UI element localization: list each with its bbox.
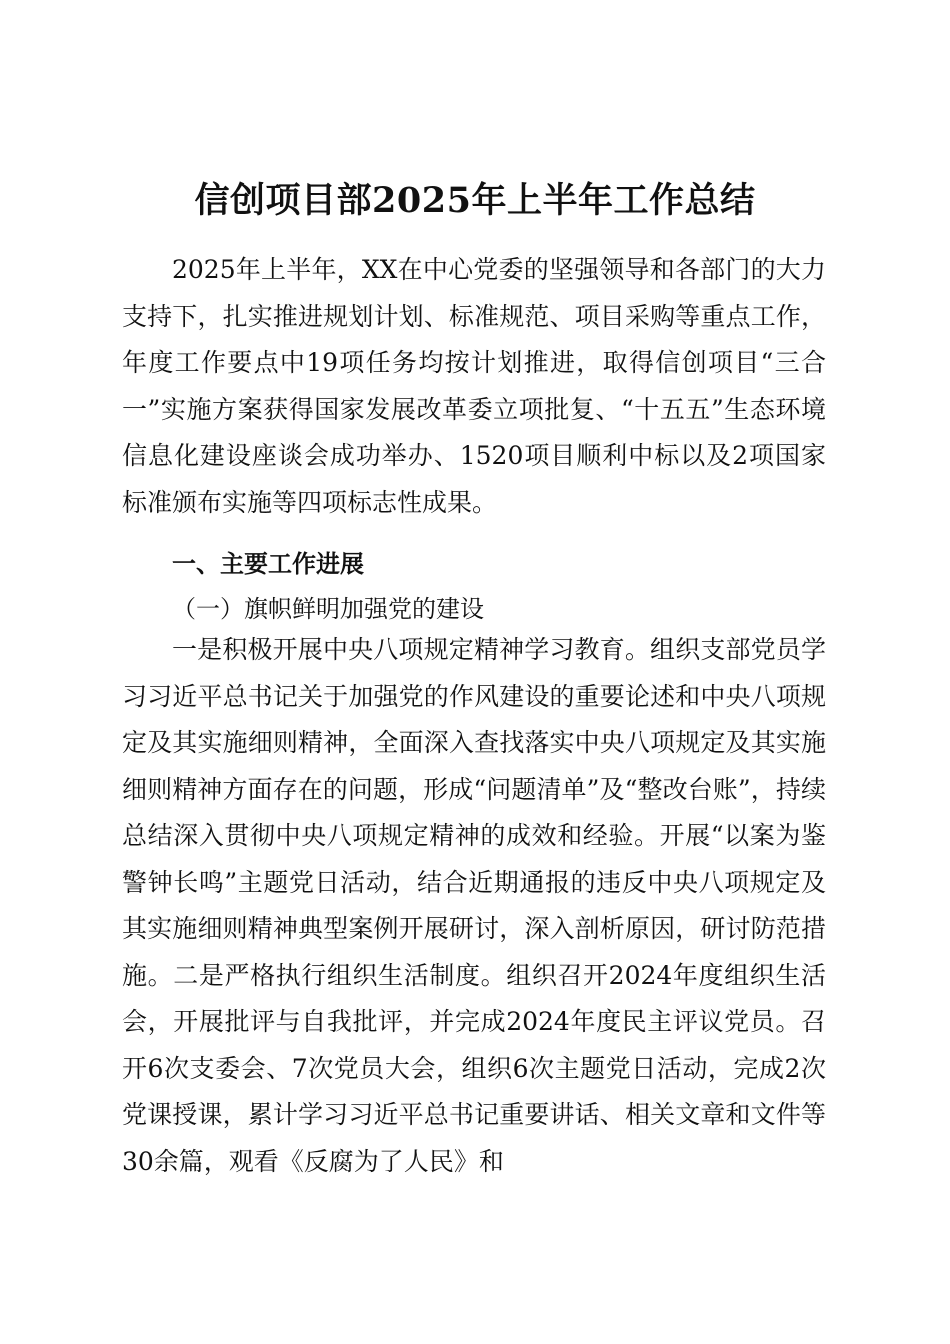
section-heading: 一、主要工作进展 [172, 550, 364, 578]
document-title: 信创项目部2025年上半年工作总结 [194, 180, 756, 221]
section-block [122, 627, 826, 1185]
subsection-heading: （一）旗帜鲜明加强党的建设 [172, 595, 484, 623]
intro-paragraph: 2025年上半年，XX在中心党委的坚强领导和各部门的大力支持下，扎实推进规划计划、标准规范、项目采购等重点工作，年度工作要点中19项任务均按计划推进，取得信创项目“三合一”实施方案获得国家发展改革委立项批复、“十五五”生态环境信息化建设座谈会成功举办、1520项目顺利中标以及2项国家标准颁布实施等四项标志性成果。 [122, 255, 826, 517]
intro-block [122, 247, 826, 526]
section-paragraph: 一是积极开展中央八项规定精神学习教育。组织支部党员学习习近平总书记关于加强党的作风建设的重要论述和中央八项规定及其实施细则精神，全面深入查找落实中央八项规定及其实施细则精神方面存在的问题，形成“问题清单”及“整改台账”，持续总结深入贯彻中央八项规定精神的成效和经验。开展“以案为鉴警钟长鸣”主题党日活动，结合近期通报的违反中央八项规定及其实施细则精神典型案例开展研讨，深入剖析原因，研讨防范措施。二是严格执行组织生活制度。组织召开2024年度组织生活会，开展批评与自我批评，并完成2024年度民主评议党员。召开6次支委会、7次党员大会，组织6次主题党日活动，完成2次党课授课，累计学习习近平总书记重要讲话、相关文章和文件等30余篇，观看《反腐为了人民》和 [122, 635, 826, 1176]
